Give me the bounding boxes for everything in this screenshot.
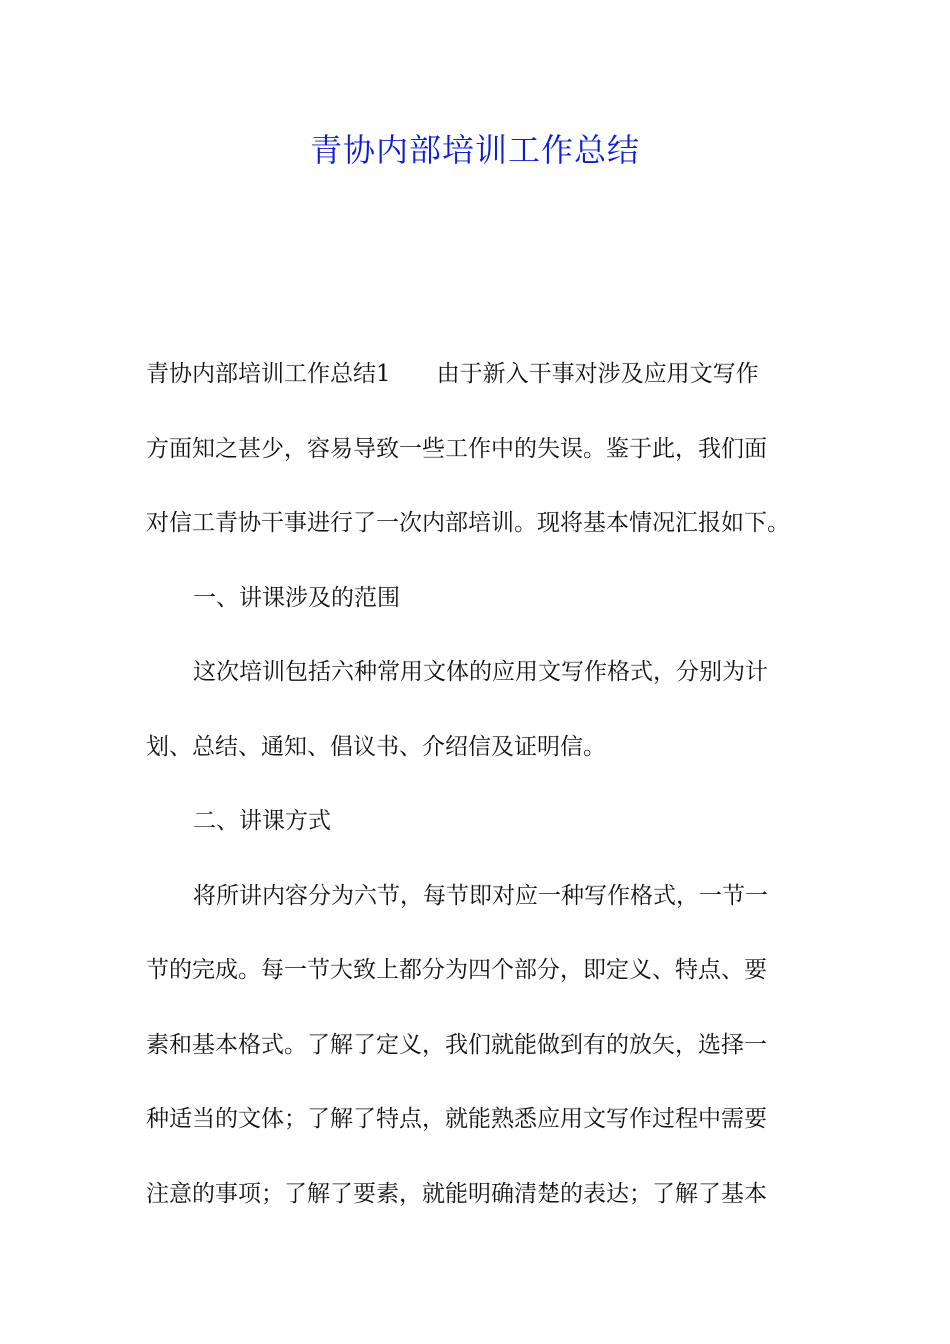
paragraph-line-9: 节的完成。每一节大致上都分为四个部分，即定义、特点、要 [146,957,767,983]
paragraph-line-10: 素和基本格式。了解了定义，我们就能做到有的放矢，选择一 [146,1031,767,1058]
paragraph-line-3: 对信工青协干事进行了一次内部培训。现将基本情况汇报如下。 [146,510,790,536]
paragraph-line-11: 种适当的文体；了解了特点，就能熟悉应用文写作过程中需要 [146,1106,767,1132]
line-text: 由于新入干事对涉及应用文写作 [436,361,759,387]
section-heading-1: 一、讲课涉及的范围 [193,584,400,611]
paragraph-line-2: 方面知之甚少，容易导致一些工作中的失误。鉴于此，我们面 [146,435,767,462]
paragraph-line-1 [146,337,806,412]
paragraph-line-12: 注意的事项；了解了要素，就能明确清楚的表达；了解了基本 [146,1180,767,1207]
document-title: 青协内部培训工作总结 [309,131,640,169]
paragraph-line-6: 划、总结、通知、倡议书、介绍信及证明信。 [146,733,606,760]
inline-heading: 青协内部培训工作总结1 [146,361,391,387]
document-body [146,337,806,1231]
paragraph-line-8: 将所讲内容分为六节，每节即对应一种写作格式，一节一 [193,882,768,909]
paragraph-line-5: 这次培训包括六种常用文体的应用文写作格式，分别为计 [193,659,768,685]
section-heading-2: 二、讲课方式 [193,808,331,834]
